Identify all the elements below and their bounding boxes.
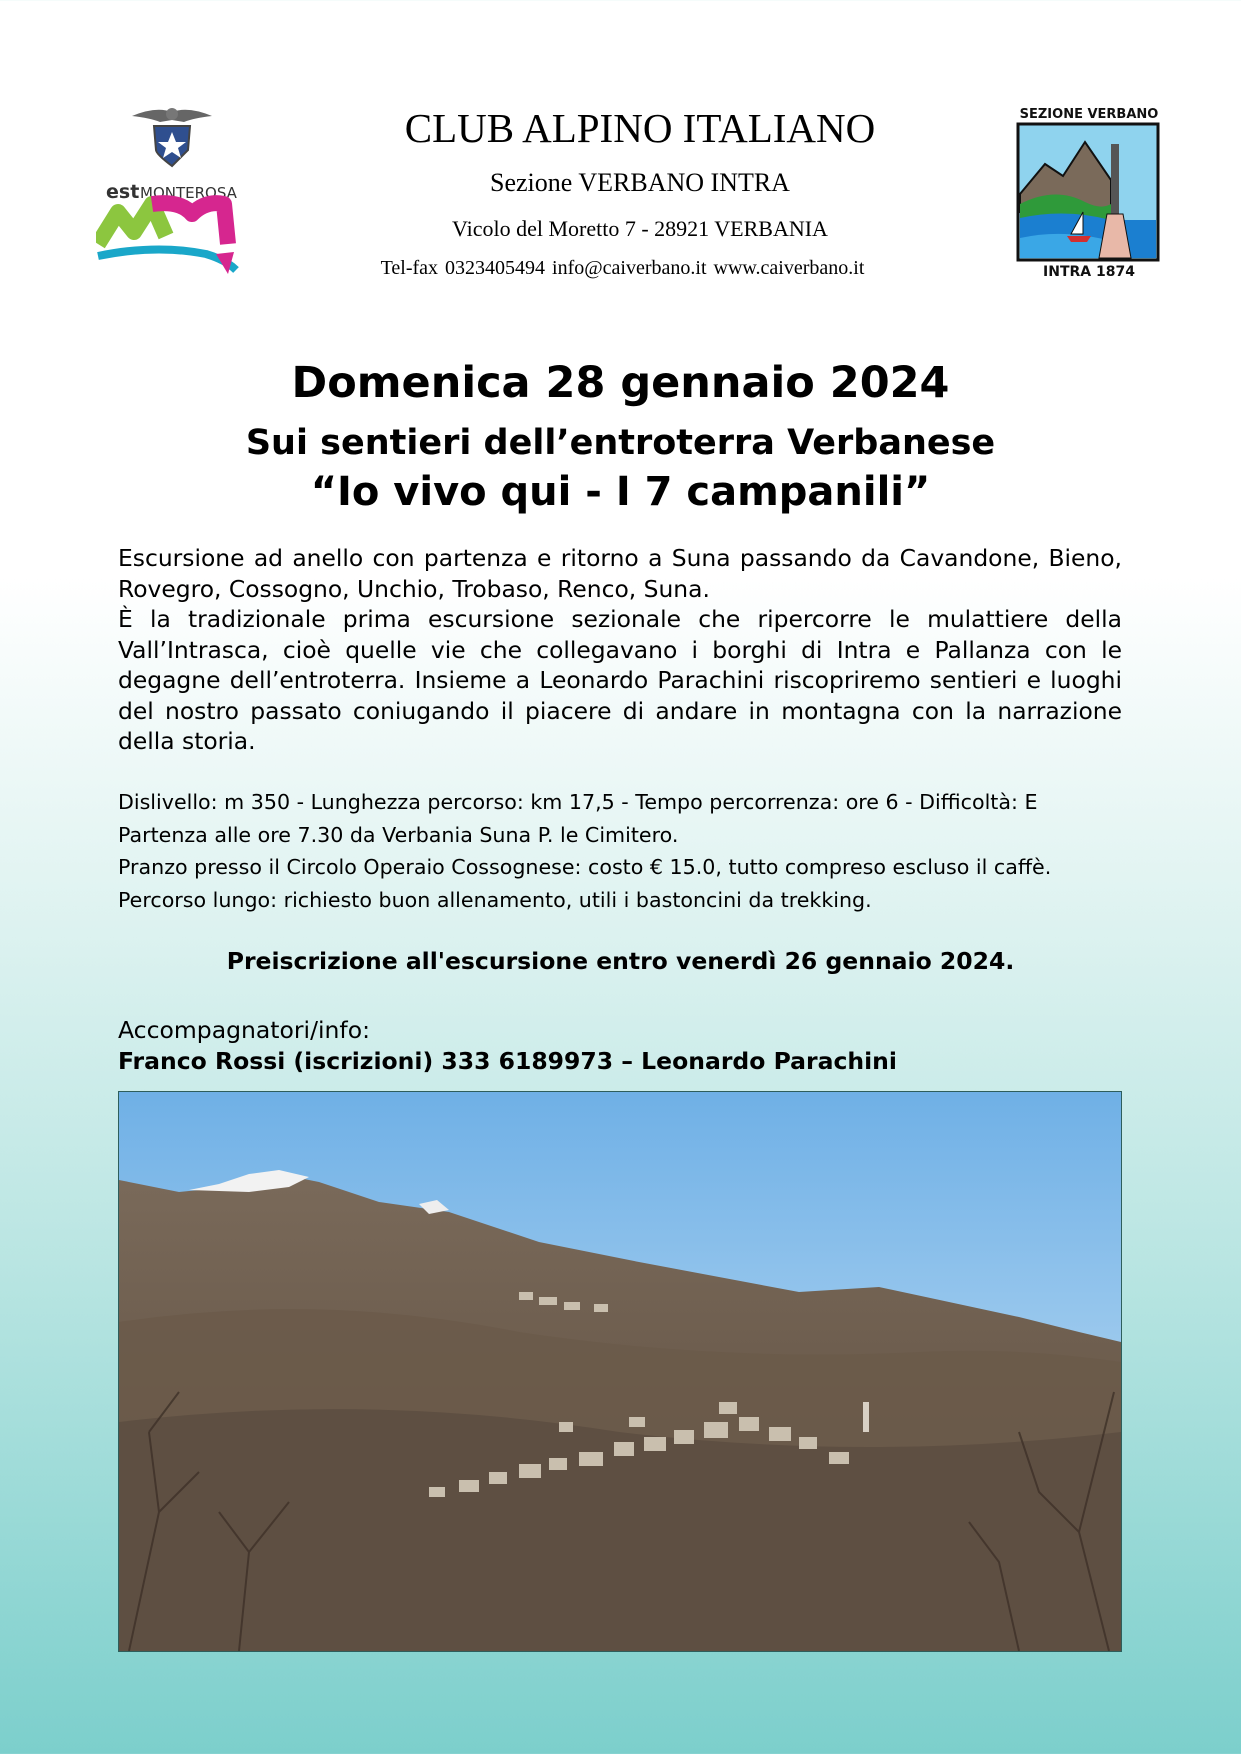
org-address: Vicolo del Moretto 7 - 28921 VERBANIA: [452, 216, 828, 241]
description-paragraph: Escursione ad anello con partenza e ritorno a Suna passando da Cavandone, Bieno, Rovegro, Cossogno, Unchio, Trobaso, Renco, Suna.: [118, 544, 1122, 603]
detail-line: Partenza alle ore 7.30 da Verbania Suna P. le Cimitero.: [118, 822, 679, 847]
detail-line: Dislivello: m 350 - Lunghezza percorso: km 17,5 - Tempo percorrenza: ore 6 - Difficoltà: E: [118, 790, 1038, 814]
landscape-photo: [118, 1091, 1122, 1652]
detail-line: Pranzo presso il Circolo Operaio Cossognese: costo € 15.0, tutto compreso escluso il caffè.: [118, 855, 1052, 879]
event-title: “Io vivo qui - I 7 campanili”: [310, 469, 931, 515]
svg-text:SEZIONE VERBANO: SEZIONE VERBANO: [1019, 107, 1159, 122]
svg-text:MONTEROSA: MONTEROSA: [140, 184, 237, 202]
description-paragraph: È la tradizionale prima escursione sezionale che ripercorre le mulattiere della Vall’Intrasca, cioè quelle vie che collegavano i borghi di Intra e Pallanza con le degagne dell’entroterra. Insieme a Leonardo Parachini riscopriremo sentieri e luoghi del nostro passato coniugando il piacere di andare in montagna con la narrazione della storia.: [118, 605, 1122, 755]
svg-text:est: est: [106, 181, 140, 203]
org-contacts: Tel-fax 0323405494 info@caiverbano.it www.caiverbano.it: [380, 257, 865, 279]
org-section: Sezione VERBANO INTRA: [490, 168, 790, 197]
guides-names: Franco Rossi (iscrizioni) 333 6189973 – Leonardo Parachini: [118, 1047, 897, 1075]
event-details: [118, 786, 1128, 916]
event-date: Domenica 28 gennaio 2024: [291, 358, 950, 408]
svg-text:INTRA 1874: INTRA 1874: [1043, 264, 1135, 280]
detail-line: Percorso lungo: richiesto buon allenamento, utili i bastoncini da trekking.: [118, 887, 872, 912]
guides-label: Accompagnatori/info:: [118, 1016, 370, 1044]
event-subtitle: Sui sentieri dell’entroterra Verbanese: [245, 423, 996, 463]
event-description: [118, 543, 1122, 757]
preregistration-notice: Preiscrizione all'escursione entro venerdì 26 gennaio 2024.: [226, 947, 1015, 975]
org-name: CLUB ALPINO ITALIANO: [404, 105, 876, 151]
